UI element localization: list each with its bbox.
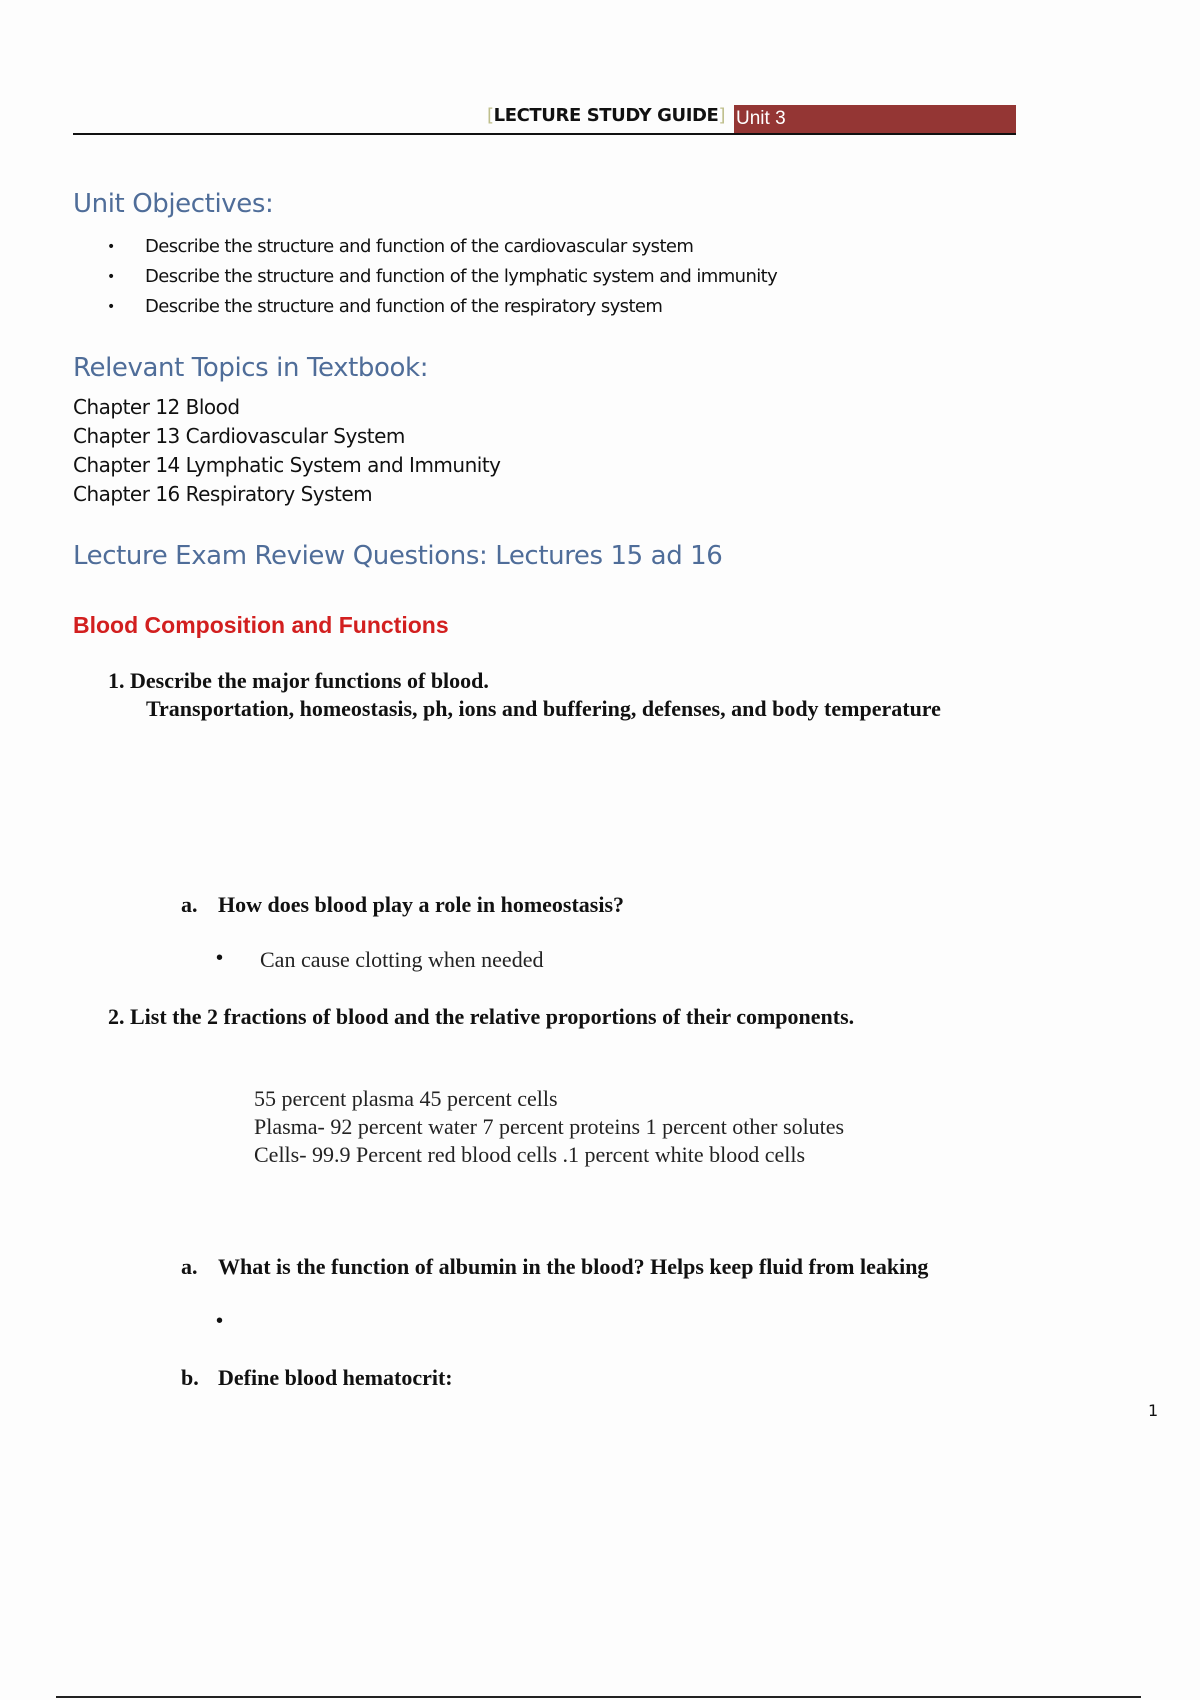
page-number: 1 [1148, 1401, 1159, 1420]
bullet-icon: • [216, 1310, 224, 1332]
objective-text: Describe the structure and function of the cardiovascular system [145, 236, 694, 257]
bullet-icon: • [107, 269, 115, 285]
topics-list [73, 393, 501, 509]
question-2: 2. List the 2 fractions of blood and the relative proportions of their components. [108, 1004, 855, 1029]
objective-text: Describe the structure and function of the respiratory system [145, 296, 663, 317]
section-heading: Blood Composition and Functions [73, 612, 449, 638]
header-close-bracket: ] [718, 105, 726, 126]
question-1a: How does blood play a role in homeostasis? [218, 892, 625, 917]
question-2b-letter: b. [181, 1365, 199, 1390]
bullet-icon: • [107, 239, 115, 255]
question-2-answer-line: 55 percent plasma 45 percent cells [254, 1086, 558, 1111]
list-item [73, 262, 777, 292]
question-2-answer-line: Cells- 99.9 Percent red blood cells .1 percent white blood cells [254, 1142, 806, 1167]
bullet-icon: • [216, 947, 224, 969]
review-questions-heading: Lecture Exam Review Questions: Lectures 15 ad 16 [73, 541, 723, 571]
bottom-rule [56, 1696, 1141, 1698]
list-item [73, 232, 777, 262]
relevant-topics-heading: Relevant Topics in Textbook: [73, 353, 429, 383]
list-item: Chapter 16 Respiratory System [73, 482, 373, 506]
header-title-text: LECTURE STUDY GUIDE [493, 105, 719, 126]
list-item: Chapter 14 Lymphatic System and Immunity [73, 453, 501, 477]
question-2-answer-line: Plasma- 92 percent water 7 percent proteins 1 percent other solutes [254, 1114, 845, 1139]
header-unit-label: Unit 3 [734, 105, 1016, 133]
question-1a-answer: Can cause clotting when needed [260, 947, 544, 972]
unit-objectives-heading: Unit Objectives: [73, 189, 274, 219]
list-item [73, 292, 777, 322]
question-1a-letter: a. [181, 892, 198, 917]
page-header [73, 104, 1016, 134]
objective-text: Describe the structure and function of the lymphatic system and immunity [145, 266, 778, 287]
header-open-bracket: [ [487, 105, 494, 126]
bullet-icon: • [107, 299, 115, 315]
question-2a-letter: a. [181, 1254, 198, 1279]
question-2b: Define blood hematocrit: [218, 1365, 453, 1390]
list-item: Chapter 13 Cardiovascular System [73, 424, 405, 448]
header-title [487, 105, 725, 126]
list-item: Chapter 12 Blood [73, 395, 240, 419]
question-1-answer: Transportation, homeostasis, ph, ions and buffering, defenses, and body temperature [146, 696, 941, 721]
objectives-list [73, 232, 777, 322]
question-2a: What is the function of albumin in the blood? Helps keep fluid from leaking [218, 1254, 929, 1279]
question-1: 1. Describe the major functions of blood. [108, 668, 489, 693]
header-rule [73, 133, 1016, 135]
